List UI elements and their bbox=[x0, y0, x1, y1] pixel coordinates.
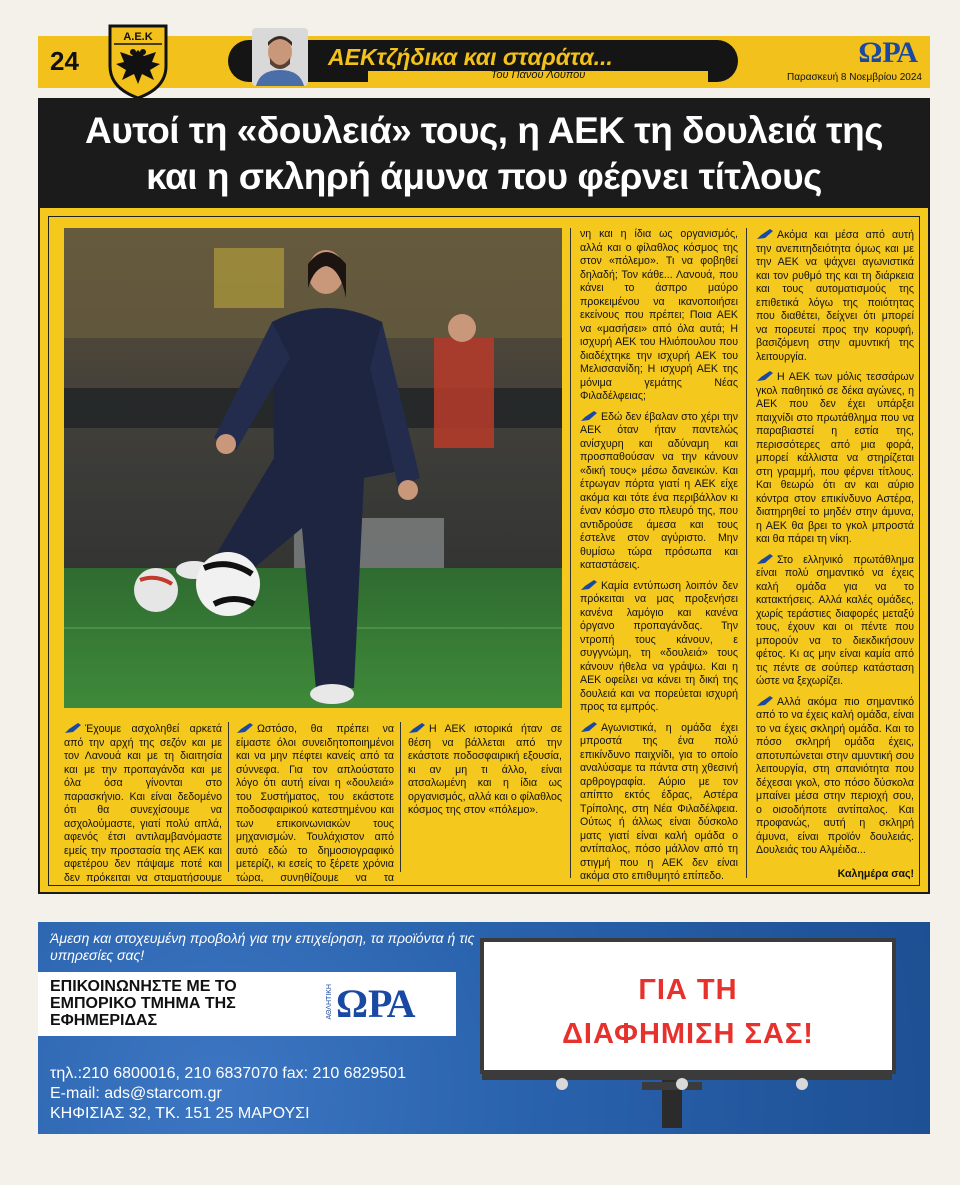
ad-email: E-mail: ads@starcom.gr bbox=[50, 1085, 222, 1102]
sign-off: Καλημέρα σας! bbox=[837, 867, 914, 880]
advertisement bbox=[38, 922, 930, 1134]
pen-icon bbox=[580, 579, 598, 591]
paragraph: Αλλά ακόμα πιο σημαντικό από το να έχεις καλή ομάδα, είναι το να έχεις σκληρή ομάδα. Και το πόσο σκληρή ομάδα έχεις, αποτυπώνεται στην αμυντική σου λειτουργία, στη σπανιότητα που δέχεσαι γκολ, στο πόσο δύσκολα μπαίνει μέσα στην περιοχή σου, ο οισοδήποτε αντίπαλος. Και προφανώς, αυτή η σκληρή άμυνα, είναι προϊόν δουλειάς. Δουλειάς του Αλμέιδα... bbox=[756, 695, 914, 856]
ad-contact-heading: ΕΠΙΚΟΙΝΩΝΗΣΤΕ ΜΕ ΤΟ ΕΜΠΟΡΙΚΟ ΤΜΗΜΑ ΤΗΣ ΕΦΗΜΕΡΙΔΑΣ bbox=[50, 978, 237, 1029]
pen-icon bbox=[756, 553, 774, 565]
billboard-text bbox=[484, 968, 892, 1056]
pen-icon bbox=[756, 370, 774, 382]
paragraph: Ωστόσο, θα πρέπει να είμαστε όλοι συνειδητοποιημένοι και να μην πέφτει κανείς από τα σύννεφα. Για τον απλούστατο λόγο ότι αυτή είναι η «δουλειά» του Συστήματος, του εκάστοτε ποδοσφαιρικού κατεστημένου και των επικοινωνιακών τους μηχανισμών. Τουλάχιστον από αυτό εδώ το δημοσιογραφικό μετερίζι, κι εσείς το ξέρετε χρόνια τώρα, συνηθίζουμε να τα bbox=[236, 723, 394, 882]
column-2 bbox=[580, 228, 738, 882]
pen-icon bbox=[580, 410, 598, 422]
pen-icon bbox=[64, 722, 82, 734]
article bbox=[38, 98, 930, 894]
paragraph: Η ΑΕΚ των μόλις τεσσάρων γκολ παθητικό σε δέκα αγώνες, η ΑΕΚ που δεν έχει υπάρξει παιχνίδι στο πρωτάθλημα που να παραβιαστεί η εστία της, περισσότερες από μια φορά, μπορεί κάλλιστα να στηρίζεται στη γραμμή, που φέρνει τίτλους. Και θεωρώ ότι αν και αύριο κόντρα στον επικίνδυνο Αστέρα, διατηρηθεί το μηδέν στην άμυνα, η ΑΕΚ θα βρει το γκολ μπροστά και θα πάρει τη νίκη. bbox=[756, 371, 914, 545]
column-banner bbox=[228, 40, 738, 82]
paragraph: νη και η ίδια ως οργανισμός, αλλά και ο φίλαθλος κόσμος της στον «πόλεμο». Τι να φοβηθεί δηλαδή; Τον κάθε... Λανουά, που κάνει το άσπρο μαύρο προκειμένου να ικανοποιήσει εκείνους που πρέπει; Ποια ΑΕΚ να «μασήσει» από όλα αυτά; Η ισχυρή ΑΕΚ του Ηλιόπουλου που διαδέχτηκε την ισχυρή ΑΕΚ του Μελισσανίδη; Η ισχυρή ΑΕΚ της μόνιμα γεμάτης Νέας Φιλαδέλφειας; bbox=[580, 228, 738, 402]
pen-icon bbox=[408, 722, 426, 734]
billboard bbox=[472, 932, 902, 1128]
byline-band bbox=[368, 71, 708, 83]
column-title: ΑΕΚτζήδικα και σταράτα... bbox=[328, 44, 613, 70]
paragraph: Στο ελληνικό πρωτάθλημα είναι πολύ σημαντικό να έχεις καλή ομάδα για να το κατακτήσεις. Αλλά καλές ομάδες, χωρίς τεράστιες διαφορές μεταξύ τους, έχουν και οι πέντε που μπορούν να το διεκδικήσουν φέτος. Κι ας μην είναι καμία από τις πέντε σε σούπερ κατάσταση ώστε να ξεχωρίζει. bbox=[756, 553, 914, 687]
pen-icon bbox=[756, 695, 774, 707]
paragraph: Αγωνιστικά, η ομάδα έχει μπροστά της ένα πολύ επικίνδυνο παιχνίδι, για το οποίο αναλύσαμε τα πάντα στη χθεσινή αρθρογραφία. Αύριο με τον απίπτο εκτός έδρας, Αστέρα Τρίπολης, στη Νέα Φιλαδέλφεια. Ούτως ή άλλως είναι δύσκολο ματς γιατί είναι καλή ομάδα ο αντίπαλος, πόσο μάλλον από τη στιγμή που η ΑΕΚ δεν είναι ακόμα στο επιθυμητό επίπεδο. bbox=[580, 721, 738, 882]
column-1a bbox=[64, 722, 222, 882]
coach-photo bbox=[64, 228, 562, 708]
paragraph: Η ΑΕΚ ιστορικά ήταν σε θέση να βάλλεται από την εκάστοτε ποδοσφαιρική εξουσία, κι αν μη τι άλλο, είναι ατσαλωμένη και η ίδια ως οργανισμός, αλλά και ο φίλαθλος κόσμος της στον «πόλεμο». bbox=[408, 723, 562, 816]
headline-box bbox=[40, 100, 928, 208]
pen-icon bbox=[756, 228, 774, 240]
ad-contact-box bbox=[38, 972, 456, 1036]
column-divider bbox=[400, 722, 401, 872]
billboard-face bbox=[480, 938, 896, 1074]
ad-contact-details bbox=[50, 1064, 406, 1124]
author-avatar bbox=[252, 28, 308, 86]
ad-logo-subtitle: ΑΘΛΗΤΙΚΗ bbox=[326, 984, 333, 1020]
paragraph: Εδώ δεν έβαλαν στο χέρι την ΑΕΚ όταν ήταν παντελώς ανίσχυρη και αδύναμη και προσπαθούσαν να την κάνουν «δική τους» μέσω δανεικών. Και έτρωγαν πόρτα γιατί η ΑΕΚ είχε ακόμα και τότε ένα περιβάλλον κι έναν κόσμο στο πλευρό της, που αντιδρούσε άμεσα και τους έστελνε στον αγύριστο. Μην θυμίσω τώρα πρόσωπα και καταστάσεις. bbox=[580, 410, 738, 571]
ad-address: ΚΗΦΙΣΙΑΣ 32, ΤΚ. 151 25 ΜΑΡΟΥΣΙ bbox=[50, 1105, 310, 1122]
ad-logo: ΩΡΑ bbox=[336, 981, 416, 1026]
headline bbox=[40, 108, 928, 200]
pen-icon bbox=[236, 722, 254, 734]
column-divider bbox=[228, 722, 229, 872]
ad-lead-text: Άμεση και στοχευμένη προβολή για την επιχείρηση, τα προϊόντα ή τις υπηρεσίες σας! bbox=[50, 930, 475, 963]
headline-line-2: και η σκληρή άμυνα που φέρνει τίτλους bbox=[146, 156, 822, 197]
ad-phones: τηλ.:210 6800016, 210 6837070 fax: 210 6829501 bbox=[50, 1065, 406, 1082]
paragraph: Ακόμα και μέσα από αυτή την ανεπιτηδειότητα όμως και με την ΑΕΚ να ψάχνει αγωνιστικά και τον ρυθμό της και τη διάρκεια και τους αυτοματισμούς της επιθετικά λόγω της ποιότητας που διαθέτει, δείχνει ότι μπορεί να πορευτεί προς την κορυφή, βασιζόμενη στην αμυντική της λειτουργία. bbox=[756, 229, 914, 363]
headline-line-1: Αυτοί τη «δουλειά» τους, η ΑΕΚ τη δουλειά της bbox=[84, 110, 884, 151]
billboard-line-2: ΔΙΑΦΗΜΙΣΗ ΣΑΣ! bbox=[562, 1018, 814, 1050]
column-divider bbox=[746, 228, 747, 878]
paragraph: Έχουμε ασχοληθεί αρκετά από την αρχή της σεζόν και με τον Λανουά και με τη διαιτησία και με την προπαγάνδα και με όλα όσα γίνονται στο παρασκήνιο. Και είναι δεδομένο ότι θα συνεχίσουμε να ασχολούμαστε, γιατί πολύ απλά, αφενός έτσι αντιλαμβανόμαστε εμείς την προστασία της ΑΕΚ και αφετέρου δεν πάψαμε ποτέ και δεν πρόκειται να σταματήσουμε bbox=[64, 723, 222, 882]
paragraph: Καμία εντύπωση λοιπόν δεν πρόκειται να μας προξενήσει κανένα λαμόγιο και κανένα όργανο προπαγάνδας. Την ντροπή τους κάνουν, ε συγγνώμη, τη «δουλειά» τους κάνουν ήθελα να γράψω. Και η ΑΕΚ οφείλει να κάνει τη δική της δουλειά και να πορεύεται ισχυρή προς τα εμπρός. bbox=[580, 579, 738, 713]
issue-date: Παρασκευή 8 Νοεμβρίου 2024 bbox=[787, 72, 922, 83]
column-divider bbox=[570, 228, 571, 878]
billboard-line-1: ΓΙΑ ΤΗ bbox=[638, 974, 738, 1006]
newspaper-logo: ΩΡΑ bbox=[858, 36, 918, 69]
crest-text: Α.Ε.Κ bbox=[123, 31, 153, 43]
pen-icon bbox=[580, 721, 598, 733]
column-1c bbox=[408, 722, 562, 882]
page-number: 24 bbox=[50, 46, 79, 76]
column-3 bbox=[756, 228, 914, 882]
byline: Του Πάνου Λούπου bbox=[490, 69, 586, 81]
aek-crest-icon bbox=[106, 22, 170, 100]
column-1b bbox=[236, 722, 394, 882]
page-header bbox=[38, 31, 930, 88]
